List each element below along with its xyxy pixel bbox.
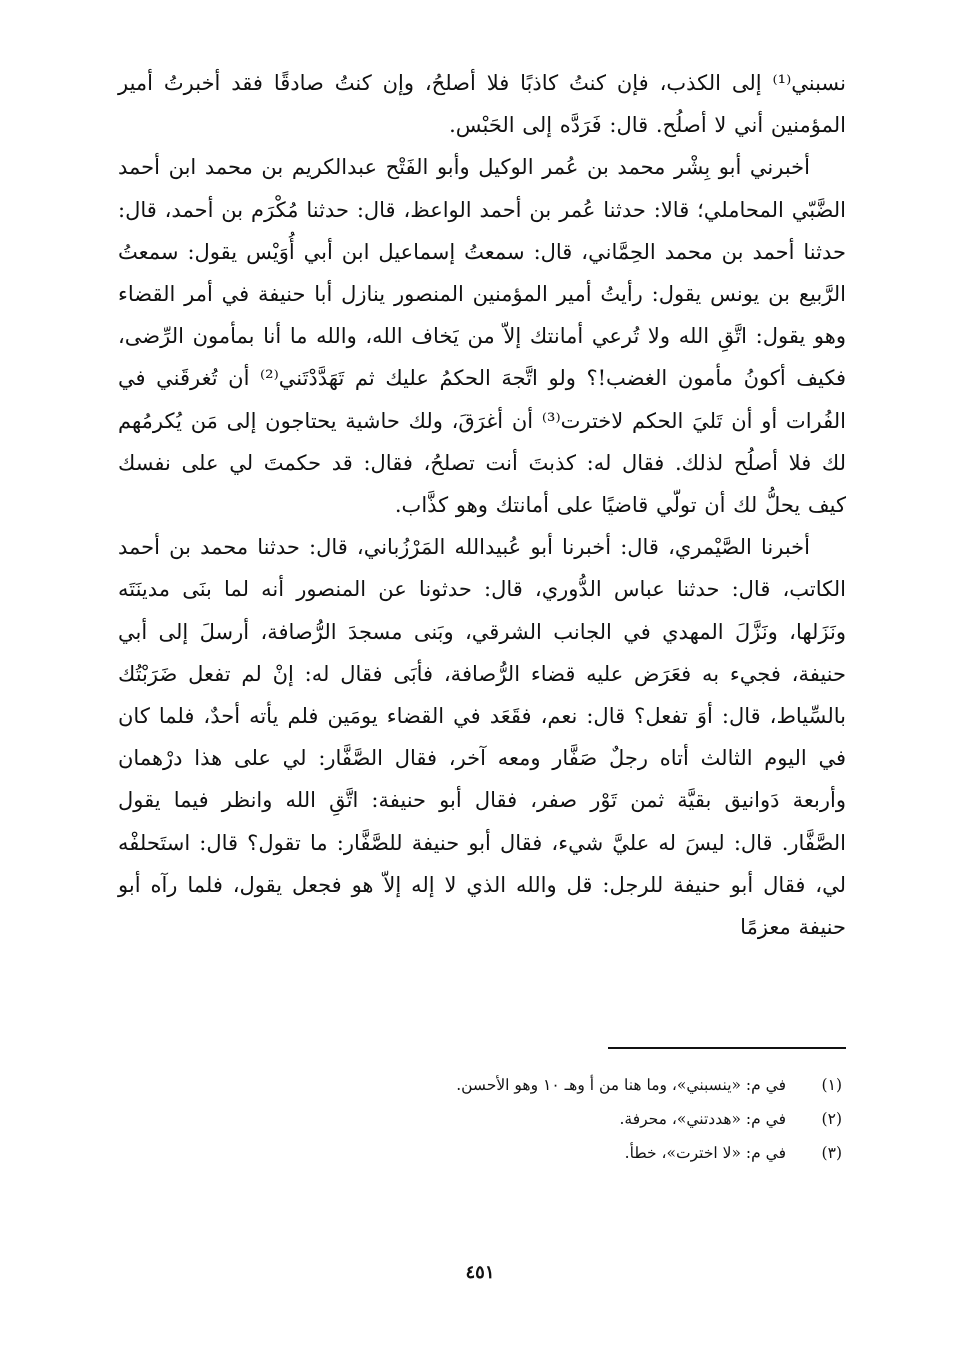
footnote-text: في م: «هددتني»، محرفة. <box>619 1110 786 1128</box>
footnote-1 <box>300 1068 842 1102</box>
footnote-3 <box>300 1136 842 1170</box>
footnote-number: (١) <box>821 1076 842 1094</box>
paragraph-3: أخبرنا الصَّيْمري، قال: أخبرنا أبو عُبيدالله المَرْزُباني، قال: حدثنا محمد بن أحمد الكاتب، قال: حدثنا عباس الدُّوري، قال: حدثونا عن المنصور أنه لما بنَى مدينَتَه ونَزَلها، ونَزَّلَ المهدي في الجانب الشرقي، وبَنى مسجدَ الرُّصافة، أرسلَ إلى أبي حنيفة، فجيء به فعَرَض عليه قضاء الرُّصافة، فأبَى فقال له: إنْ لم تفعل ضَرَبْتُك بالسِّياط، قال: أوَ تفعل؟ قال: نعم، فقَعَد في القضاء يومَين فلم يأته أحدٌ، فلما كان في اليوم الثالث أتاه رجلٌ صَفَّار ومعه آخر، فقال الصَّفَّار: لي على هذا درْهمان وأربعة دَوانيق بقيَّة ثمن تَوْر صفر، فقال أبو حنيفة: اتَّقِ الله وانظر فيما يقول الصَّفَّار. قال: ليسَ له عليَّ شيء، فقال أبو حنيفة للصَّفَّار: ما تقول؟ قال: استَحلفْه لي، فقال أبو حنيفة للرجل: قل والله الذي لا إله إلاّ هو فجعل يقول، فلما رآه أبو حنيفة معزمًا <box>118 535 846 940</box>
footnotes <box>300 1068 842 1170</box>
footnote-number: (٣) <box>821 1144 842 1162</box>
footnote-text: في م: «لا اخترت»، خطأ. <box>624 1144 786 1162</box>
paragraph-2: أخبرني أبو بِشْر محمد بن عُمر الوكيل وأبو الفَتْح عبدالكريم بن محمد ابن أحمد الضَّبّي المحاملي؛ قالا: حدثنا عُمر بن أحمد الواعظ، قال: حدثنا مُكْرَم بن أحمد، قال: حدثنا أحمد بن محمد الحِمَّاني، قال: سمعتُ إسماعيل ابن أبي أُوَيْس يقول: سمعتُ الرَّبيع بن يونس يقول: رأيتُ أمير المؤمنين المنصور ينازل أبا حنيفة في أمر القضاء وهو يقول: اتَّقِ الله ولا تُرعي أمانتك إلاّ من يَخاف الله، والله ما أنا بمأمون الرِّضى، فكيف أكونُ مأمون الغضب!؟ ولو اتَّجهَ الحكمُ عليك ثم تَهَدَّدْتَني⁽²⁾ أن تُغرقَني في الفُرات أو أن تَليَ الحكم لاخترت⁽³⁾ أن أغرَقَ، ولك حاشية يحتاجون إلى مَن يُكرمُهم لك فلا أصلُح لذلك. فقال له: كذبتَ أنت تصلحُ، فقال: قد حكمتَ لي على نفسك كيف يحلُّ لك أن تولّي قاضيًا على أمانتك وهو كذَّاب. <box>118 155 846 518</box>
main-text <box>118 62 846 948</box>
footnote-separator <box>608 1047 846 1049</box>
paragraph-1: نسبني⁽¹⁾ إلى الكذب، فإن كنتُ كاذبًا فلا أصلحُ، وإن كنتُ صادقًا فقد أخبرتُ أمير المؤمنين أني لا أصلُح. قال: فَرَدَّه إلى الحَبْس. <box>118 71 846 138</box>
footnote-2 <box>300 1102 842 1136</box>
footnote-number: (٢) <box>821 1110 842 1128</box>
page-number: ٤٥١ <box>465 1262 495 1283</box>
footnote-text: في م: «ينسبني»، وما هنا من أ وهـ ١٠ وهو الأحسن. <box>456 1076 786 1094</box>
